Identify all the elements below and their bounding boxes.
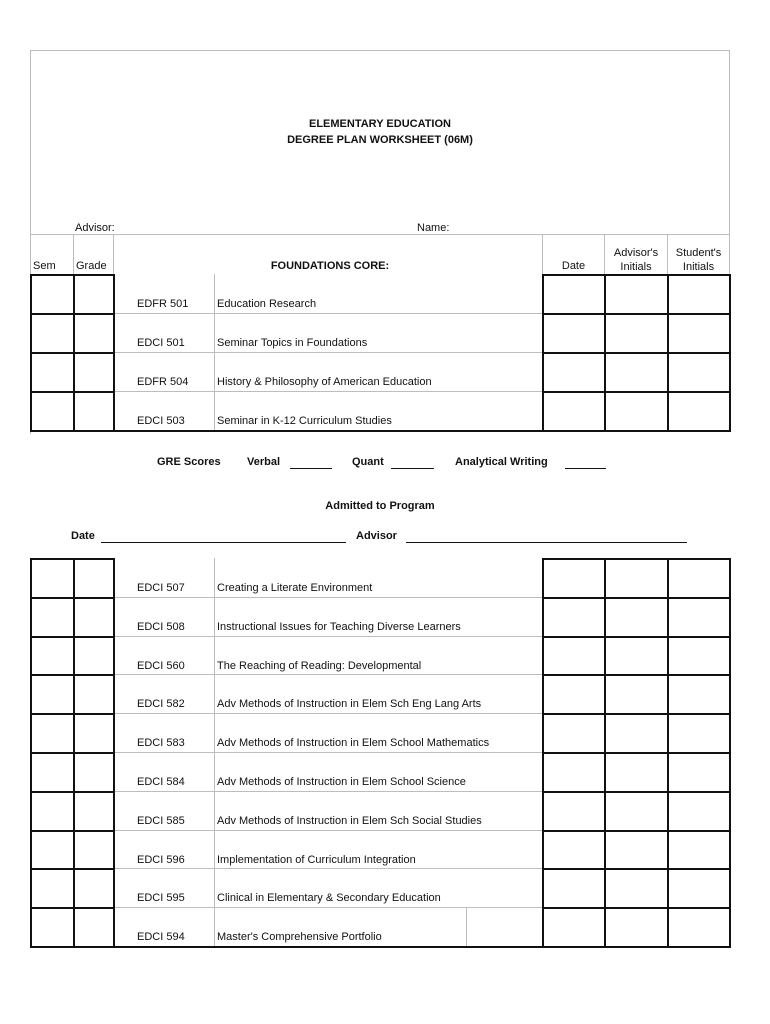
grade-cell[interactable] <box>75 793 113 830</box>
course-code: EDCI 583 <box>137 737 185 750</box>
header-student-initials: Student's Initials <box>675 247 722 273</box>
grade-cell[interactable] <box>75 754 113 791</box>
header-advisor-initials: Advisor's Initials <box>613 247 659 273</box>
grade-cell[interactable] <box>75 715 113 752</box>
date-cell[interactable] <box>544 715 604 752</box>
admitted-date-label: Date <box>71 530 95 542</box>
student-initials-cell[interactable] <box>669 599 729 636</box>
date-cell[interactable] <box>544 354 604 391</box>
header-top-line <box>30 234 730 235</box>
course-title: Seminar Topics in Foundations <box>217 337 368 349</box>
header-grade: Grade <box>76 260 107 272</box>
gre-scores-label: GRE Scores <box>157 456 221 468</box>
course-title: Adv Methods of Instruction in Elem School Mathematics <box>217 737 490 750</box>
course-code: EDCI 508 <box>137 620 185 633</box>
date-cell[interactable] <box>544 560 604 597</box>
course-code: EDCI 503 <box>137 415 185 427</box>
gre-verbal-field[interactable] <box>290 468 332 469</box>
advisor-initials-cell[interactable] <box>606 793 667 830</box>
grade-cell[interactable] <box>75 909 113 946</box>
student-initials-cell[interactable] <box>669 354 729 391</box>
student-initials-cell[interactable] <box>669 909 729 946</box>
date-cell[interactable] <box>544 599 604 636</box>
date-cell[interactable] <box>544 909 604 946</box>
course-code: EDCI 501 <box>137 337 185 349</box>
advisor-initials-cell[interactable] <box>606 676 667 713</box>
advisor-initials-cell[interactable] <box>606 393 667 430</box>
grid-hline <box>115 352 542 353</box>
date-cell[interactable] <box>544 676 604 713</box>
course-code: EDCI 595 <box>137 892 185 905</box>
grade-cell[interactable] <box>75 599 113 636</box>
grade-cell[interactable] <box>75 638 113 675</box>
course-code: EDCI 584 <box>137 776 185 788</box>
student-initials-cell[interactable] <box>669 638 729 675</box>
student-initials-cell[interactable] <box>669 715 729 752</box>
student-initials-cell[interactable] <box>669 754 729 791</box>
course-title: Creating a Literate Environment <box>217 582 373 594</box>
course-title: Adv Methods of Instruction in Elem School Science <box>217 776 466 788</box>
date-cell[interactable] <box>544 870 604 907</box>
course-code: EDFR 501 <box>137 298 189 310</box>
sem-cell[interactable] <box>32 354 73 391</box>
sem-cell[interactable] <box>32 676 73 713</box>
grade-cell[interactable] <box>75 832 113 869</box>
advisor-initials-cell[interactable] <box>606 638 667 675</box>
frame-right-lower <box>729 234 730 274</box>
gre-analytical-label: Analytical Writing <box>455 456 548 468</box>
admitted-heading: Admitted to Program <box>325 500 435 512</box>
student-initials-cell[interactable] <box>669 393 729 430</box>
student-initials-cell[interactable] <box>669 832 729 869</box>
sem-cell[interactable] <box>32 870 73 907</box>
course-code: EDCI 560 <box>137 659 185 672</box>
sem-cell[interactable] <box>32 832 73 869</box>
advisor-initials-cell[interactable] <box>606 870 667 907</box>
grid-hline <box>115 752 542 753</box>
admitted-advisor-field[interactable] <box>406 542 687 543</box>
sem-cell[interactable] <box>32 754 73 791</box>
course-title: Master's Comprehensive Portfolio <box>217 931 382 944</box>
course-title: Implementation of Curriculum Integration <box>217 853 416 866</box>
grade-cell[interactable] <box>75 276 113 313</box>
student-initials-cell[interactable] <box>669 676 729 713</box>
grid-hline <box>115 636 542 637</box>
grade-cell[interactable] <box>75 560 113 597</box>
date-cell[interactable] <box>544 832 604 869</box>
course-code: EDCI 582 <box>137 698 185 711</box>
grid-hline <box>115 907 542 908</box>
grid-hline <box>30 430 115 432</box>
student-initials-cell[interactable] <box>669 315 729 352</box>
sem-cell[interactable] <box>32 715 73 752</box>
date-cell[interactable] <box>544 638 604 675</box>
admitted-advisor-label: Advisor <box>356 530 397 542</box>
header-sep-sem <box>73 234 74 274</box>
header-foundations-core: FOUNDATIONS CORE: <box>270 260 390 272</box>
name-label: Name: <box>417 222 450 234</box>
date-cell[interactable] <box>544 754 604 791</box>
grid-hline <box>115 791 542 792</box>
advisor-initials-cell[interactable] <box>606 560 667 597</box>
grade-cell[interactable] <box>75 315 113 352</box>
grid-hline <box>542 946 731 948</box>
grade-cell[interactable] <box>75 870 113 907</box>
advisor-initials-cell[interactable] <box>606 354 667 391</box>
grid-hline <box>115 946 542 948</box>
sem-cell[interactable] <box>32 638 73 675</box>
header-date: Date <box>561 260 586 272</box>
course-title: The Reaching of Reading: Developmental <box>217 659 422 672</box>
student-initials-cell[interactable] <box>669 276 729 313</box>
advisor-label: Advisor: <box>75 222 115 234</box>
admitted-date-field[interactable] <box>101 542 346 543</box>
student-initials-cell[interactable] <box>669 870 729 907</box>
gre-analytical-field[interactable] <box>565 468 606 469</box>
grid-hline <box>115 713 542 714</box>
course-code: EDCI 594 <box>137 931 185 944</box>
sem-cell[interactable] <box>32 276 73 313</box>
grade-cell[interactable] <box>75 676 113 713</box>
course-title: Seminar in K-12 Curriculum Studies <box>217 415 392 427</box>
date-cell[interactable] <box>544 276 604 313</box>
date-cell[interactable] <box>544 315 604 352</box>
grid-hline <box>115 391 542 392</box>
grid-hline <box>30 946 115 948</box>
course-code: EDCI 507 <box>137 582 185 594</box>
advisor-initials-cell[interactable] <box>606 715 667 752</box>
student-initials-cell[interactable] <box>669 560 729 597</box>
course-title: Education Research <box>217 298 317 310</box>
student-initials-cell[interactable] <box>669 793 729 830</box>
date-cell[interactable] <box>544 793 604 830</box>
grade-cell[interactable] <box>75 354 113 391</box>
sem-cell[interactable] <box>32 793 73 830</box>
course-code: EDCI 585 <box>137 814 185 827</box>
header-sep-grade <box>113 234 114 274</box>
grid-hline <box>115 868 542 869</box>
gre-quant-label: Quant <box>352 456 384 468</box>
title-line-2: DEGREE PLAN WORKSHEET (06M) <box>287 134 473 146</box>
grid-hline <box>115 674 542 675</box>
course-title: Clinical in Elementary & Secondary Education <box>217 892 441 905</box>
course-code: EDCI 596 <box>137 853 185 866</box>
date-cell[interactable] <box>544 393 604 430</box>
grid-hline <box>115 313 542 314</box>
advisor-initials-cell[interactable] <box>606 754 667 791</box>
grade-cell[interactable] <box>75 393 113 430</box>
gre-verbal-label: Verbal <box>247 456 281 468</box>
grid-extra-divider <box>466 907 467 946</box>
grid-hline <box>542 430 731 432</box>
sem-cell[interactable] <box>32 599 73 636</box>
grid-hline <box>115 430 542 432</box>
sem-cell[interactable] <box>32 560 73 597</box>
course-title: History & Philosophy of American Education <box>217 376 432 388</box>
title-line-1: ELEMENTARY EDUCATION <box>309 118 451 130</box>
grid-hline <box>115 830 542 831</box>
gre-quant-field[interactable] <box>391 468 434 469</box>
advisor-initials-cell[interactable] <box>606 276 667 313</box>
advisor-initials-cell[interactable] <box>606 909 667 946</box>
sem-cell[interactable] <box>32 315 73 352</box>
advisor-initials-cell[interactable] <box>606 315 667 352</box>
advisor-initials-cell[interactable] <box>606 599 667 636</box>
sem-cell[interactable] <box>32 909 73 946</box>
header-sem: Sem <box>33 260 56 272</box>
advisor-initials-cell[interactable] <box>606 832 667 869</box>
course-title: Adv Methods of Instruction in Elem Sch Social Studies <box>217 814 482 827</box>
course-code: EDFR 504 <box>137 376 189 388</box>
course-title: Adv Methods of Instruction in Elem Sch Eng Lang Arts <box>217 698 482 711</box>
sem-cell[interactable] <box>32 393 73 430</box>
course-title: Instructional Issues for Teaching Diverse Learners <box>217 620 461 633</box>
grid-hline <box>115 597 542 598</box>
